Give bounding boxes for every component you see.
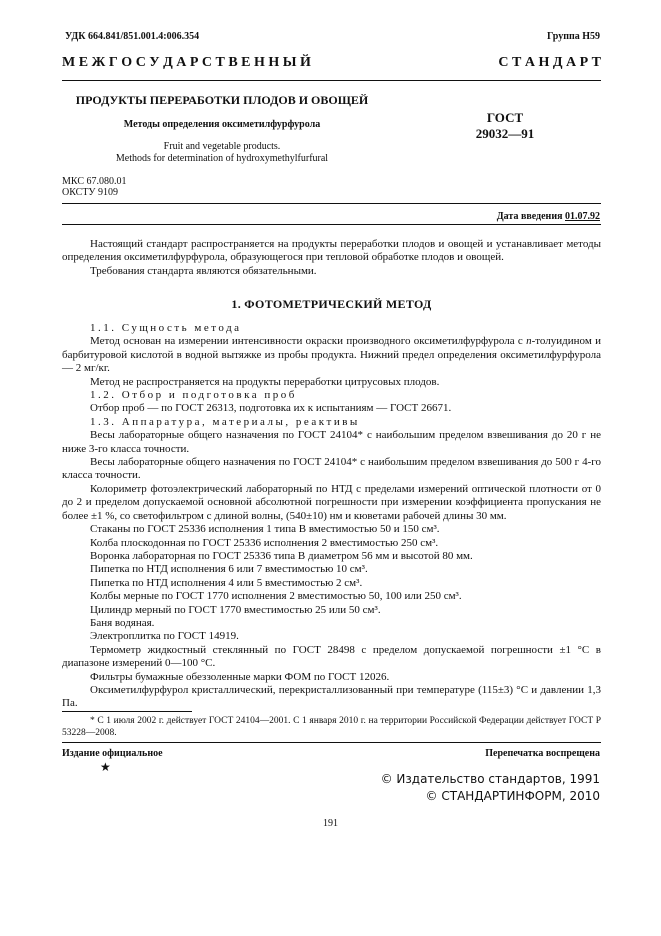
footer-rule <box>62 742 601 743</box>
gost-label: ГОСТ <box>486 110 524 125</box>
equipment-item: Электроплитка по ГОСТ 14919. <box>90 630 239 643</box>
star-icon: ★ <box>100 760 111 774</box>
equipment-item: Оксиметилфурфурол кристаллический, перекристаллизованный при температуре (115±3) °С и давлении 1,3 Па. <box>62 683 601 710</box>
copyright-standartinform: © СТАНДАРТИНФОРМ, 2010 <box>425 789 600 803</box>
equipment-item: Фильтры бумажные обеззоленные марки ФОМ по ГОСТ 12026. <box>90 670 390 683</box>
equipment-item: Весы лабораторные общего назначения по ГОСТ 24104* с наибольшим пределом взвешивания до 20 г не ниже 3-го класса точности. <box>62 429 601 455</box>
subsection-1-3-heading: 1.3. Аппаратура, материалы, реактивы <box>90 415 360 428</box>
header-rule <box>62 203 601 204</box>
equipment-item: Стаканы по ГОСТ 25336 исполнения 1 типа В вместимостью 50 и 150 см³. <box>90 523 440 536</box>
subsection-1-1-heading: 1.1. Сущность метода <box>90 322 242 334</box>
mks-code: МКС 67.080.01 <box>62 176 127 187</box>
date-rule <box>62 224 601 225</box>
equipment-item: Цилиндр мерный по ГОСТ 1770 вместимостью 25 или 50 см³. <box>90 603 381 616</box>
english-title: Fruit and vegetable products. <box>163 141 281 152</box>
section-1-heading: 1. ФОТОМЕТРИЧЕСКИЙ МЕТОД <box>231 297 432 311</box>
subsection-1-2-heading: 1.2. Отбор и подготовка проб <box>90 389 297 402</box>
equipment-item: Баня водяная. <box>90 616 155 629</box>
intro-paragraph: Настоящий стандарт распространяется на продукты переработки плодов и овощей и устанавливает методы определения оксиметилфурфурола, образующегося при тепловой обработке плодов и овощей. <box>62 238 601 264</box>
udk-code: УДК 664.841/851.001.4:006.354 <box>65 31 200 42</box>
english-subtitle: Methods for determination of hydroxymethylfurfural <box>115 153 329 164</box>
gost-number: 29032—91 <box>475 126 535 141</box>
document-title: ПРОДУКТЫ ПЕРЕРАБОТКИ ПЛОДОВ И ОВОЩЕЙ <box>75 93 369 107</box>
copyright-publisher: © Издательство стандартов, 1991 <box>380 772 600 786</box>
footnote: * С 1 июля 2002 г. действует ГОСТ 24104—2001. С 1 января 2010 г. на территории Российской Федерации действует ГОСТ Р 53228—2008. <box>62 716 601 738</box>
banner-word-standard: С Т А Н Д А Р Т <box>498 55 601 70</box>
classification-codes <box>62 176 126 198</box>
standard-banner <box>62 55 601 71</box>
group-code: Группа Н59 <box>547 31 600 42</box>
introduction-date <box>497 211 600 222</box>
equipment-item: Колориметр фотоэлектрический лабораторный по НТД с пределами измерений оптической плотности от 0 до 2 и пределом допускаемой основной абсолютной погрешности при измерении коэффициента пропускания не более ±1 %, со светофильтром с длиной волны, (540±10) нм и кюветами рабочей длины 30 мм. <box>62 482 601 522</box>
method-principle-paragraph <box>62 335 601 375</box>
intro-text <box>62 238 601 278</box>
equipment-item: Колбы мерные по ГОСТ 1770 исполнения 2 вместимостью 50, 100 или 250 см³. <box>90 590 462 603</box>
reprint-prohibited-label: Перепечатка воспрещена <box>485 748 600 759</box>
section-heading <box>62 298 601 311</box>
equipment-item: Воронка лабораторная по ГОСТ 25336 типа В диаметром 56 мм и высотой 80 мм. <box>90 549 473 562</box>
page-number: 191 <box>323 818 338 829</box>
footnote-rule <box>62 711 192 712</box>
method-text-b: -толуидином и барбитуровой кислотой в водной вытяжке из пробы продукта. Нижний предел определения оксиметилфурфурола — 2 мг/кг. <box>62 335 601 375</box>
sampling-paragraph: Отбор проб — по ГОСТ 26313, подготовка их к испытаниям — ГОСТ 26671. <box>90 402 452 415</box>
banner-rule <box>62 80 601 81</box>
equipment-item: Пипетка по НТД исполнения 6 или 7 вместимостью 10 см³. <box>90 563 368 576</box>
equipment-item: Весы лабораторные общего назначения по ГОСТ 24104* с наибольшим пределом взвешивания до 500 г 4-го класса точности. <box>62 456 601 482</box>
document-subtitle: Методы определения оксиметилфурфурола <box>123 119 321 130</box>
official-edition-label: Издание официальное <box>62 748 163 759</box>
banner-word-interstate: М Е Ж Г О С У Д А Р С Т В Е Н Н Ы Й <box>62 55 311 70</box>
equipment-item: Термометр жидкостный стеклянный по ГОСТ 28498 с пределом допускаемой погрешности ±1 °С в диапазоне измерений 0—100 °С. <box>62 643 601 670</box>
intro-paragraph: Требования стандарта являются обязательными. <box>90 264 317 277</box>
introduction-date-value: 01.07.92 <box>565 211 600 222</box>
method-text-a: Метод основан на измерении интенсивности окраски производного оксиметилфурфурола с <box>90 335 527 348</box>
equipment-item: Пипетка по НТД исполнения 4 или 5 вместимостью 2 см³. <box>90 576 363 589</box>
okstu-code: ОКСТУ 9109 <box>62 187 119 198</box>
equipment-item: Колба плоскодонная по ГОСТ 25336 исполнения 2 вместимостью 250 см³. <box>90 536 439 549</box>
section-1-body <box>62 322 601 711</box>
method-scope-paragraph: Метод не распространяется на продукты переработки цитрусовых плодов. <box>90 375 440 388</box>
introduction-date-label: Дата введения <box>496 211 563 222</box>
gost-designation <box>455 110 555 142</box>
method-text-em: n <box>526 335 532 348</box>
